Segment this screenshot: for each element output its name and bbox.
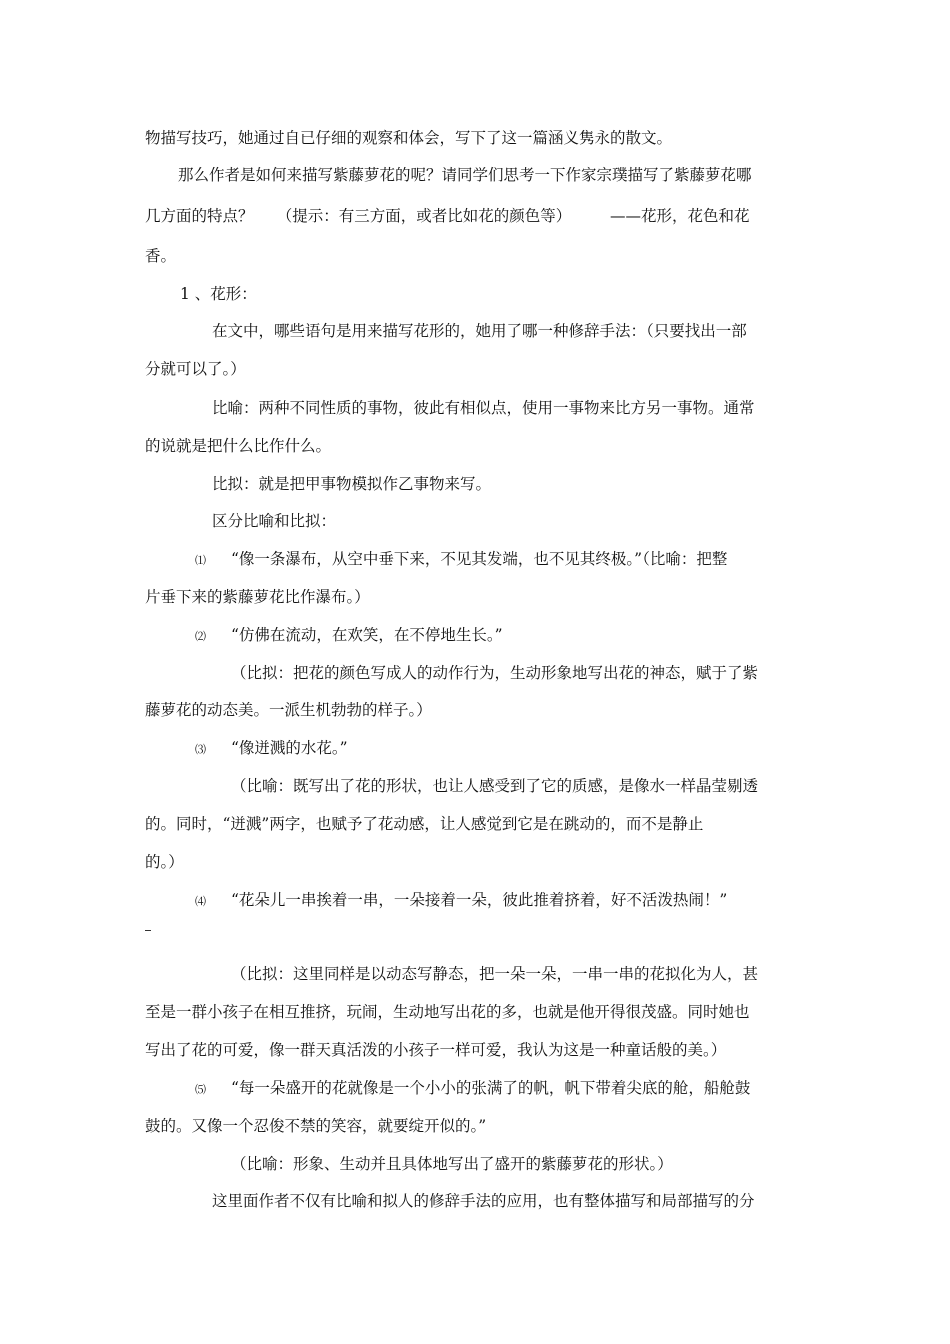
paragraph-line (0, 776, 950, 796)
paragraph-line (0, 206, 950, 226)
paragraph-line (0, 398, 950, 418)
example-line (0, 549, 950, 571)
paragraph-line (0, 128, 950, 148)
text-line: （比拟：把花的颜色写成人的动作行为，生动形象地写出花的神态，赋于了紫 (231, 664, 759, 682)
paragraph-line (0, 359, 950, 379)
paragraph-line (0, 1116, 950, 1136)
text-line: 这里面作者不仅有比喻和拟人的修辞手法的应用，也有整体描写和局部描写的分 (212, 1192, 755, 1210)
text-line: 藤萝花的动态美。一派生机勃勃的样子。） (145, 701, 432, 719)
text-line: 片垂下来的紫藤萝花比作瀑布。） (145, 588, 370, 606)
text-line: 几方面的特点？ （提示：有三方面，或者比如花的颜色等） ——花形，花色和花 (145, 207, 750, 225)
text-line: 写出了花的可爱，像一群天真活泼的小孩子一样可爱，我认为这是一种童话般的美。） (145, 1041, 727, 1059)
text-line: 鼓的。又像一个忍俊不禁的笑容，就要绽开似的。” (145, 1117, 487, 1135)
text-line: 比拟：就是把甲事物模拟作乙事物来写。 (212, 475, 492, 493)
paragraph-line (0, 1002, 950, 1022)
paragraph-line (0, 1040, 950, 1060)
item-marker: ⑸ (195, 1083, 206, 1096)
paragraph-line (0, 246, 950, 266)
item-marker: ⑵ (195, 630, 206, 643)
text-line: “像一条瀑布，从空中垂下来，不见其发端，也不见其终极。”（比喻：把整 (231, 550, 728, 568)
text-line: 在文中，哪些语句是用来描写花形的，她用了哪一种修辞手法：（只要找出一部 (212, 322, 747, 340)
text-line: （比拟：这里同样是以动态写静态，把一朵一朵，一串一串的花拟化为人，甚 (231, 965, 759, 983)
paragraph-line (0, 1191, 950, 1211)
paragraph-line (0, 852, 950, 872)
example-line (0, 625, 950, 647)
text-line: 比喻：两种不同性质的事物，彼此有相似点，使用一事物来比方另一事物。通常 (212, 399, 755, 417)
paragraph-line (0, 964, 950, 984)
text-line: “花朵儿一串挨着一串，一朵接着一朵，彼此推着挤着，好不活泼热闹！” (231, 891, 728, 909)
text-line: “每一朵盛开的花就像是一个小小的张满了的帆，帆下带着尖底的舱，船舱鼓 (231, 1079, 751, 1097)
text-line: “仿佛在流动，在欢笑，在不停地生长。” (231, 626, 503, 644)
text-line: 的。同时，“迸溅”两字，也赋予了花动感，让人感觉到它是在跳动的，而不是静止 (145, 815, 704, 833)
text-line: （比喻：形象、生动并且具体地写出了盛开的紫藤萝花的形状。） (231, 1155, 673, 1173)
stray-mark (145, 930, 151, 931)
text-line: 至是一群小孩子在相互推挤，玩闹，生动地写出花的多，也就是他开得很茂盛。同时她也 (145, 1003, 750, 1021)
paragraph-line (0, 663, 950, 683)
paragraph-line (0, 321, 950, 341)
example-line (0, 1078, 950, 1100)
example-line (0, 738, 950, 760)
heading-text: 1 、花形： (180, 285, 257, 303)
text-line: 的。） (145, 853, 184, 871)
paragraph-line (0, 700, 950, 720)
paragraph-line (0, 587, 950, 607)
text-line: 物描写技巧，她通过自已仔细的观察和体会，写下了这一篇涵义隽永的散文。 (145, 129, 673, 147)
text-line: 的说就是把什么比作什么。 (145, 437, 332, 455)
text-line: “像迸溅的水花。” (231, 739, 348, 757)
item-marker: ⑷ (195, 895, 206, 908)
text-line: （比喻：既写出了花的形状，也让人感受到了它的质感，是像水一样晶莹剔透 (231, 777, 759, 795)
example-line (0, 890, 950, 912)
paragraph-line (0, 165, 950, 185)
paragraph-line (0, 436, 950, 456)
section-heading (0, 284, 950, 304)
text-line: 香。 (145, 247, 177, 265)
item-marker: ⑴ (195, 554, 206, 567)
text-line: 区分比喻和比拟： (212, 512, 337, 530)
paragraph-line (0, 1154, 950, 1174)
paragraph-line (0, 511, 950, 531)
paragraph-line (0, 814, 950, 834)
text-line: 那么作者是如何来描写紫藤萝花的呢？请同学们思考一下作家宗璞描写了紫藤萝花哪 (178, 166, 752, 184)
text-line: 分就可以了。） (145, 360, 246, 378)
item-marker: ⑶ (195, 743, 206, 756)
paragraph-line (0, 474, 950, 494)
